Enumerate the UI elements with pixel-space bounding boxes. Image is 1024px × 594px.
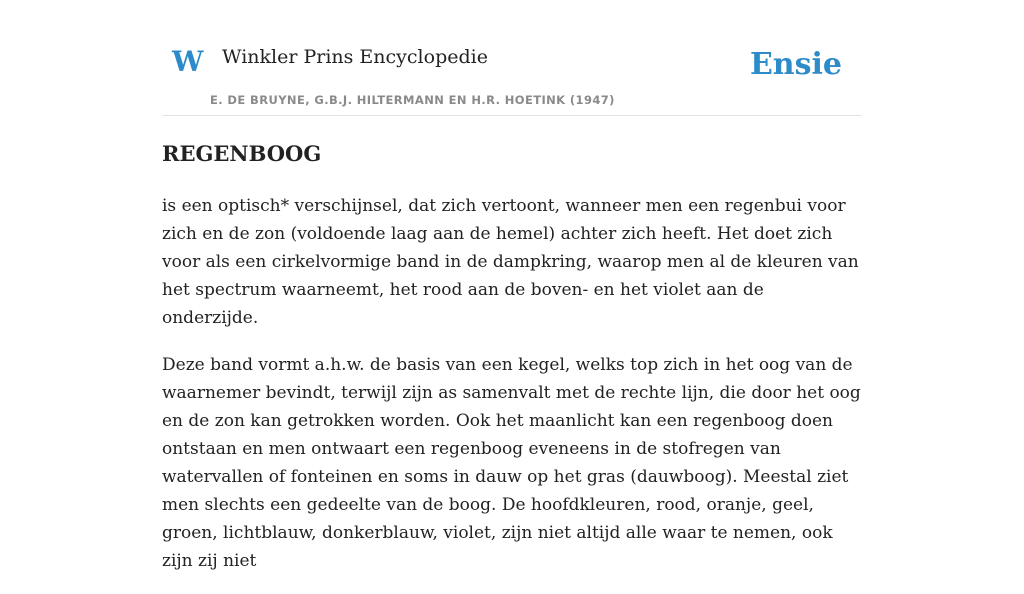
entry-paragraph-1: is een optisch* verschijnsel, dat zich vertoont, wanneer men een regenbui voor zich en de zon (voldoende laag aan de hemel) achter zich heeft. Het doet zich voor als een cirkelvormige band in de dampkring, waarop men al de kleuren van het spectrum waarneemt, het rood aan de boven- en het violet aan de onderzijde. [162, 195, 859, 328]
entry-headword: REGENBOOG [162, 141, 322, 166]
site-header [162, 30, 862, 116]
winkler-prins-logo[interactable]: W [172, 45, 204, 78]
site-title[interactable]: Winkler Prins Encyclopedie [222, 46, 488, 68]
ensie-brand-logo[interactable]: Ensie [749, 47, 842, 82]
entry-paragraph-2: Deze band vormt a.h.w. de basis van een kegel, welks top zich in het oog van de waarnemer bevindt, terwijl zijn as samenvalt met de rechte lijn, die door het oog en de zon kan getrokken worden. Ook het maanlicht kan een regenboog doen ontstaan en men ontwaart een regenboog eveneens in de stofregen van watervallen of fonteinen en soms in dauw op het gras (dauwboog). Meestal ziet men slechts een gedeelte van de boog. De hoofdkleuren, rood, oranje, geel, groen, lichtblauw, donkerblauw, violet, zijn niet altijd alle waar te nemen, ook zijn zij niet [162, 354, 861, 571]
entry-content [162, 138, 862, 594]
authors-line: E. DE BRUYNE, G.B.J. HILTERMANN EN H.R. HOETINK (1947) [210, 93, 615, 107]
